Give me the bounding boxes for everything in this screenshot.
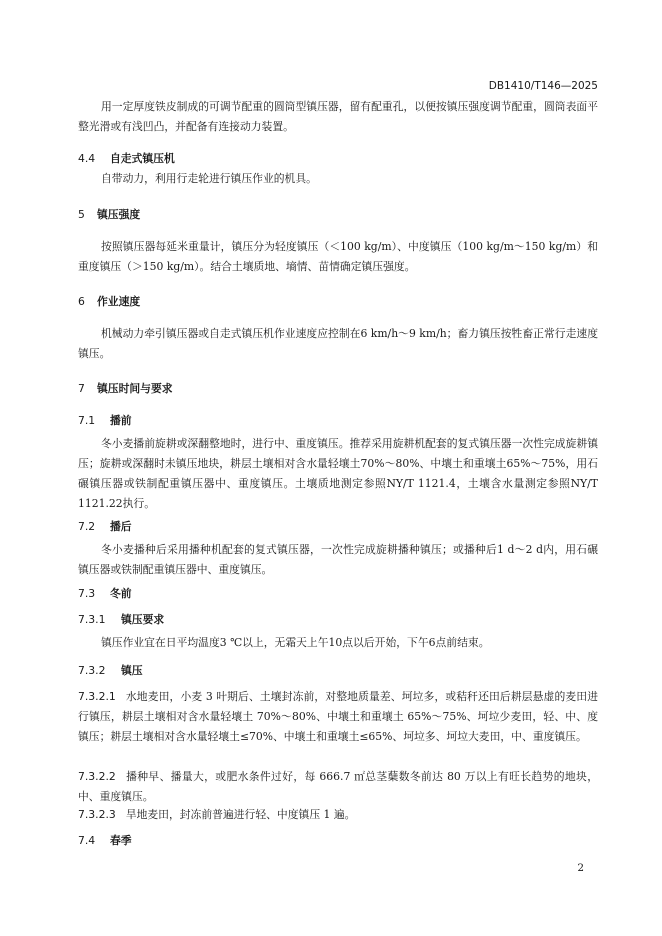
heading-number: 7.3	[78, 587, 96, 600]
heading-number: 6	[78, 295, 85, 308]
heading-7-2	[78, 519, 132, 534]
paragraph-7-2: 冬小麦播种后采用播种机配套的复式镇压器，一次性完成旋耕播种镇压；或播种后1 d～2 d内，用石碾镇压器或铁制配重镇压器中、重度镇压。	[78, 543, 598, 576]
heading-number: 7.3.2	[78, 664, 106, 677]
heading-number: 7.2	[78, 520, 96, 533]
page-number: 2	[577, 862, 584, 874]
heading-7-3-1	[78, 612, 164, 627]
heading-title: 镇压强度	[97, 208, 141, 221]
heading-7-3	[78, 586, 132, 601]
heading-7-3-2	[78, 663, 143, 678]
paragraph-intro: 用一定厚度铁皮制成的可调节配重的圆筒型镇压器，留有配重孔，以便按镇压强度调节配重，圆筒表面平整光滑或有浅凹凸，并配备有连接动力装置。	[78, 100, 598, 133]
heading-number: 4.4	[78, 152, 96, 165]
heading-title: 镇压	[121, 664, 143, 677]
paragraph-4-4: 自带动力，利用行走轮进行镇压作业的机具。	[101, 172, 317, 185]
clause-number: 7.3.2.3	[78, 808, 116, 821]
heading-7	[78, 381, 173, 396]
heading-7-1	[78, 413, 132, 428]
heading-5	[78, 207, 140, 222]
heading-title: 播前	[110, 414, 132, 427]
paragraph-6: 机械动力牵引镇压器或自走式镇压机作业速度应控制在6 km/h～9 km/h；畜力镇压按牲畜正常行走速度镇压。	[78, 327, 598, 360]
heading-number: 5	[78, 208, 85, 221]
heading-title: 自走式镇压机	[110, 152, 175, 165]
heading-number: 7.3.1	[78, 613, 106, 626]
heading-number: 7	[78, 382, 85, 395]
clause-number: 7.3.2.2	[78, 770, 116, 783]
heading-title: 冬前	[110, 587, 132, 600]
clause-text: 水地麦田，小麦 3 叶期后、土壤封冻前，对整地质量差、坷垃多，或秸秆还田后耕层悬虚的麦田进行镇压，耕层土壤相对含水量轻壤土 70%～80%、中壤土和重壤土 65%～75%、坷垃少麦田，轻、中、度镇压；耕层土壤相对含水量轻壤土≤70%、中壤土和重壤土≤65%、坷垃多、坷垃大麦田，中、重度镇压。	[78, 690, 598, 743]
document-code: DB1410/T146—2025	[488, 80, 598, 92]
clause-text: 播种早、播量大，或肥水条件过好，每 666.7 ㎡总茎蘖数冬前达 80 万以上有旺长趋势的地块，中、重度镇压。	[78, 770, 598, 803]
paragraph-7-1: 冬小麦播前旋耕或深翻整地时，进行中、重度镇压。推荐采用旋耕机配套的复式镇压器一次性完成旋耕镇压；旋耕或深翻时未镇压地块，耕层土壤相对含水量轻壤土70%～80%、中壤土和重壤土65%～75%，用石碾镇压器或铁制配重镇压器中、重度镇压。土壤质地测定参照NY/T 1121.4，土壤含水量测定参照NY/T 1121.22执行。	[78, 437, 598, 510]
heading-title: 播后	[110, 520, 132, 533]
clause-text: 旱地麦田，封冻前普遍进行轻、中度镇压 1 遍。	[125, 808, 356, 821]
clause-7-3-2-1	[78, 687, 598, 747]
heading-6	[78, 294, 140, 309]
clause-7-3-2-2	[78, 767, 598, 807]
heading-number: 7.1	[78, 414, 96, 427]
heading-title: 春季	[110, 834, 132, 847]
clause-7-3-2-3	[78, 805, 598, 825]
heading-number: 7.4	[78, 834, 96, 847]
heading-title: 作业速度	[97, 295, 141, 308]
paragraph-7-3-1: 镇压作业宜在日平均温度3 ℃以上，无霜天上午10点以后开始，下午6点前结束。	[101, 636, 490, 649]
heading-4-4	[78, 151, 175, 166]
heading-7-4	[78, 833, 132, 848]
paragraph-5: 按照镇压器每延米重量计，镇压分为轻度镇压（＜100 kg/m）、中度镇压（100 kg/m～150 kg/m）和重度镇压（＞150 kg/m）。结合土壤质地、墒情、苗情确定镇压强度。	[78, 240, 598, 273]
heading-title: 镇压时间与要求	[97, 382, 173, 395]
clause-number: 7.3.2.1	[78, 690, 116, 703]
heading-title: 镇压要求	[121, 613, 165, 626]
